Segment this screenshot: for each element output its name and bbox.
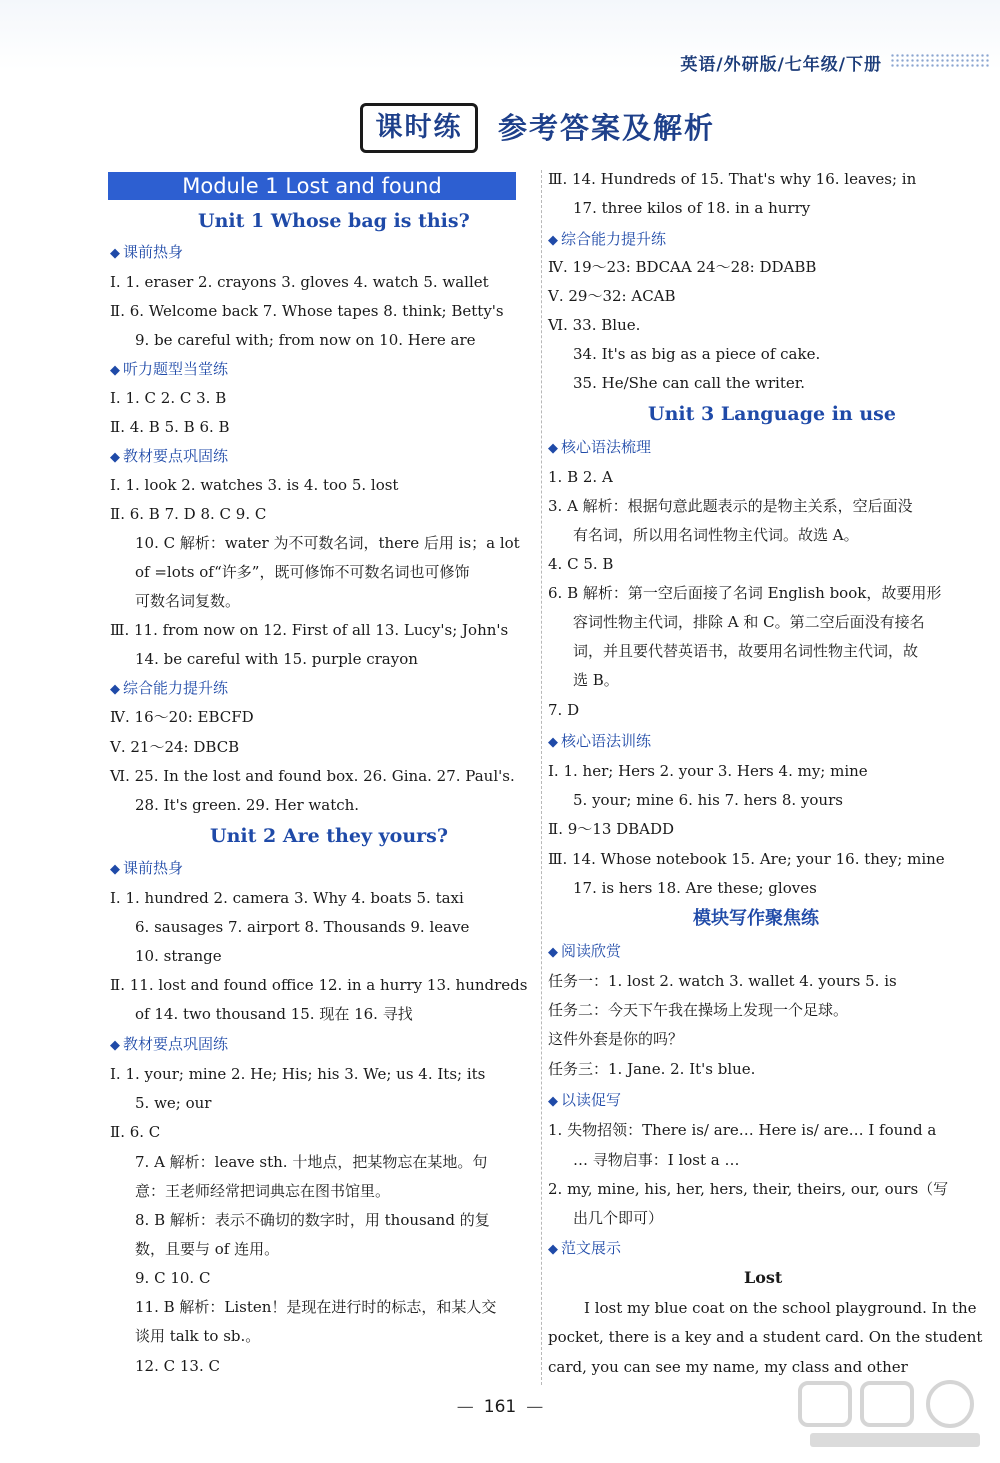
section-heading: ◆ 综合能力提升练 [548,230,667,248]
essay-line: I lost my blue coat on the school playground. In the [584,1299,977,1317]
answer-line: 34. It's as big as a piece of cake. [573,345,821,363]
answer-line: Ⅴ. 21～24: DBCB [110,738,240,756]
answer-line: … 寻物启事：I lost a … [573,1151,740,1169]
diamond-icon: ◆ [110,1038,120,1053]
essay-title: Lost [744,1268,783,1287]
answer-line: of 14. two thousand 15. 现在 16. 寻找 [135,1005,413,1023]
answer-line: 6. B 解析：第一空后面接了名词 English book，故要用形 [548,584,942,602]
answer-line: 出几个即可） [573,1209,664,1227]
diamond-icon: ◆ [548,735,558,750]
answer-line: Ⅳ. 19～23: BDCAA 24～28: DDABB [548,258,817,276]
answer-line: Ⅳ. 16～20: EBCFD [110,708,254,726]
diamond-icon: ◆ [548,1094,558,1109]
answer-line: 4. C 5. B [548,555,614,573]
answer-line: 35. He/She can call the writer. [573,374,806,392]
answer-line: 17. is hers 18. Are these; gloves [573,879,817,897]
diamond-icon: ◆ [548,1242,558,1257]
section-heading: ◆ 教材要点巩固练 [110,1035,229,1053]
answer-line: 10. strange [135,947,222,965]
answer-line: 6. sausages 7. airport 8. Thousands 9. leave [135,918,470,936]
answer-line: 1. B 2. A [548,468,613,486]
answer-line: Ⅰ. 1. eraser 2. crayons 3. gloves 4. watch 5. wallet [110,273,489,291]
book-label: 英语/外研版/七年级/下册 [680,55,882,75]
answer-line: 5. your; mine 6. his 7. hers 8. yours [573,791,843,809]
answer-line: Ⅵ. 33. Blue. [548,316,641,334]
diamond-icon: ◆ [548,441,558,456]
answer-line: 12. C 13. C [135,1357,220,1375]
header-decoration [890,53,990,69]
diamond-icon: ◆ [110,363,120,378]
answer-line: Ⅱ. 6. Welcome back 7. Whose tapes 8. think; Betty's [110,302,504,320]
module-banner: Module 1 Lost and found [108,172,516,200]
answer-line: Ⅰ. 1. your; mine 2. He; His; his 3. We; us 4. Its; its [110,1065,486,1083]
answer-line: 8. B 解析：表示不确切的数字时，用 thousand 的复 [135,1211,490,1229]
section-heading: ◆ 以读促写 [548,1091,622,1109]
answer-line: 任务三：1. Jane. 2. It's blue. [548,1060,756,1078]
answer-line: 9. C 10. C [135,1269,211,1287]
section-heading: ◆ 阅读欣赏 [548,942,622,960]
unit-1-title: Unit 1 Whose bag is this? [198,210,470,232]
answer-line: 7. D [548,701,580,719]
answer-line: 10. C 解析：water 为不可数名词，there 后用 is；a lot [135,534,520,552]
answer-line: 数，且要与 of 连用。 [135,1240,280,1258]
diamond-icon: ◆ [110,862,120,877]
answer-line: Ⅱ. 11. lost and found office 12. in a hurry 13. hundreds [110,976,528,994]
answer-line: 2. my, mine, his, her, hers, their, theirs, our, ours（写 [548,1180,949,1198]
diamond-icon: ◆ [110,246,120,261]
answer-line: 14. be careful with 15. purple crayon [135,650,418,668]
section-heading: ◆ 核心语法梳理 [548,438,652,456]
answer-line: Ⅱ. 6. C [110,1123,161,1141]
answer-line: 9. be careful with; from now on 10. Here are [135,331,476,349]
section-heading: ◆ 教材要点巩固练 [110,447,229,465]
diamond-icon: ◆ [110,682,120,697]
writing-section-title: 模块写作聚焦练 [693,908,819,929]
answer-line: Ⅵ. 25. In the lost and found box. 26. Gina. 27. Paul's. [110,767,515,785]
answer-line: 意：王老师经常把词典忘在图书馆里。 [135,1182,391,1200]
essay-line: pocket, there is a key and a student card. On the student [548,1328,983,1346]
answer-line: 选 B。 [573,671,619,689]
answer-line: 3. A 解析：根据句意此题表示的是物主关系，空后面没 [548,497,913,515]
section-heading: ◆ 课前热身 [110,243,184,261]
diamond-icon: ◆ [548,233,558,248]
answer-line: 11. B 解析：Listen！是现在进行时的标志，和某人交 [135,1298,497,1316]
unit-2-title: Unit 2 Are they yours? [210,825,448,847]
answer-line: 5. we; our [135,1094,212,1112]
column-divider [541,170,542,1385]
answer-line: Ⅰ. 1. her; Hers 2. your 3. Hers 4. my; mine [548,762,868,780]
answer-line: 17. three kilos of 18. in a hurry [573,199,811,217]
section-heading: ◆ 综合能力提升练 [110,679,229,697]
section-heading: ◆ 课前热身 [110,859,184,877]
diamond-icon: ◆ [110,450,120,465]
answer-line: 这件外套是你的吗？ [548,1030,684,1048]
answer-line: Ⅰ. 1. hundred 2. camera 3. Why 4. boats 5. taxi [110,889,464,907]
answer-line: Ⅰ. 1. C 2. C 3. B [110,389,227,407]
unit-3-title: Unit 3 Language in use [648,403,896,425]
answer-line: Ⅱ. 4. B 5. B 6. B [110,418,230,436]
answer-line: Ⅱ. 6. B 7. D 8. C 9. C [110,505,267,523]
answer-line: 谈用 talk to sb.。 [135,1327,261,1345]
answer-line: 28. It's green. 29. Her watch. [135,796,360,814]
page-number: — 161 — [456,1397,544,1417]
answer-line: of =lots of“许多”，既可修饰不可数名词也可修饰 [135,563,470,581]
answer-line: Ⅲ. 14. Whose notebook 15. Are; your 16. they; mine [548,850,945,868]
title-badge: 课时练 [360,103,478,153]
answer-line: Ⅱ. 9～13 DBADD [548,820,675,838]
section-heading: ◆ 范文展示 [548,1239,622,1257]
answer-line: 容词性物主代词，排除 A 和 C。第二空后面没有接名 [573,613,925,631]
answer-line: Ⅰ. 1. look 2. watches 3. is 4. too 5. lost [110,476,399,494]
answer-line: Ⅲ. 14. Hundreds of 15. That's why 16. leaves; in [548,170,917,188]
watermark-logo [790,1375,990,1455]
answer-line: 可数名词复数。 [135,592,241,610]
answer-line: 任务一：1. lost 2. watch 3. wallet 4. yours 5. is [548,972,897,990]
answer-line: 7. A 解析：leave sth. 十地点，把某物忘在某地。句 [135,1153,488,1171]
diamond-icon: ◆ [548,945,558,960]
answer-line: Ⅴ. 29～32: ACAB [548,287,676,305]
answer-line: 有名词，所以用名词性物主代词。故选 A。 [573,526,859,544]
essay-line: card, you can see my name, my class and other [548,1358,908,1376]
section-heading: ◆ 听力题型当堂练 [110,360,229,378]
answer-line: Ⅲ. 11. from now on 12. First of all 13. Lucy's; John's [110,621,509,639]
answer-line: 词，并且要代替英语书，故要用名词性物主代词，故 [573,642,919,660]
section-heading: ◆ 核心语法训练 [548,732,652,750]
answer-line: 任务二：今天下午我在操场上发现一个足球。 [548,1001,849,1019]
answer-line: 1. 失物招领：There is/ are… Here is/ are… I found a [548,1121,937,1139]
page-title: 参考答案及解析 [498,111,716,145]
